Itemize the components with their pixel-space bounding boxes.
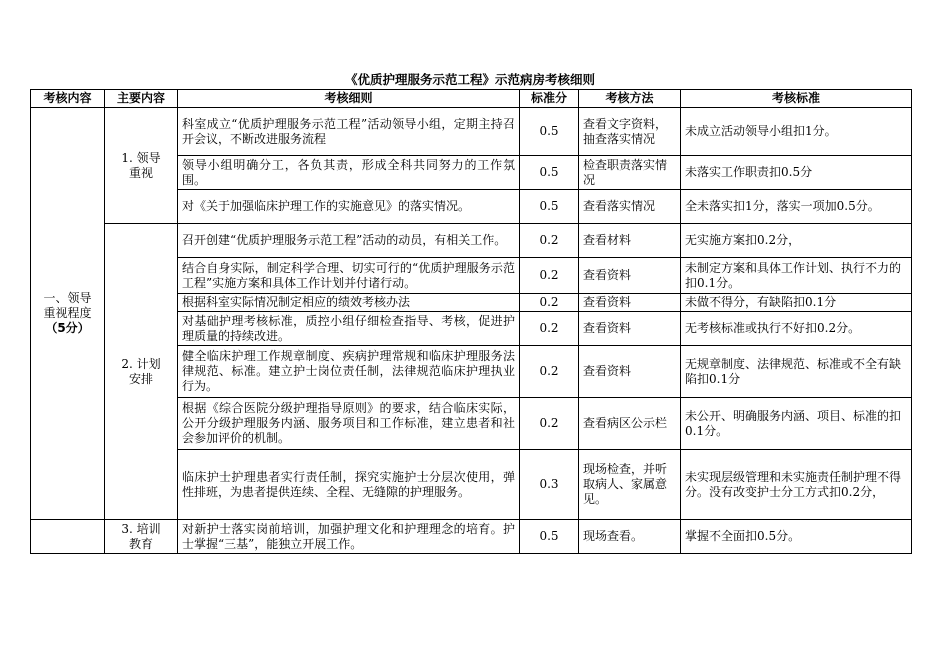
standard-cell: 未实现层级管理和未实施责任制护理不得分。没有改变护士分工方式扣0.2分， — [681, 450, 912, 520]
standard-cell: 无规章制度、法律规范、标准或不全有缺陷扣0.1分 — [681, 346, 912, 398]
document-title: 《优质护理服务示范工程》示范病房考核细则 — [344, 72, 595, 87]
score-cell: 0.5 — [520, 190, 579, 224]
method-cell: 查看文字资料，抽查落实情况 — [579, 108, 681, 156]
detail-cell: 根据《综合医院分级护理指导原则》的要求，结合临床实际，公开分级护理服务内涵、服务项目和工作标准，建立患者和社会参加评价的机制。 — [178, 398, 520, 450]
section-label-line1: 2. 计划 — [121, 356, 161, 371]
header-score: 标准分 — [520, 90, 579, 108]
standard-cell: 未制定方案和具体工作计划、执行不力的扣0.1分。 — [681, 258, 912, 294]
header-main-content: 主要内容 — [105, 90, 178, 108]
section-label-line2: 重视 — [128, 165, 153, 180]
standard-cell: 无实施方案扣0.2分， — [681, 224, 912, 258]
detail-cell: 临床护士护理患者实行责任制，探究实施护士分层次使用，弹性排班，为患者提供连续、全程、无缝隙的护理服务。 — [178, 450, 520, 520]
table-row — [31, 520, 912, 554]
section-cell-planning — [105, 224, 178, 520]
category-label-line1: 一、领导 — [43, 291, 92, 305]
header-category: 考核内容 — [31, 90, 105, 108]
score-cell: 0.2 — [520, 294, 579, 312]
method-cell: 查看资料 — [579, 258, 681, 294]
standard-cell: 未公开、明确服务内涵、项目、标准的扣0.1分。 — [681, 398, 912, 450]
category-label-line2: 重视程度 — [43, 306, 92, 320]
header-method: 考核方法 — [579, 90, 681, 108]
method-cell: 查看资料 — [579, 346, 681, 398]
standard-cell: 未成立活动领导小组扣1分。 — [681, 108, 912, 156]
category-cell — [31, 108, 105, 520]
detail-cell: 对基础护理考核标准，质控小组仔细检查指导、考核，促进护理质量的持续改进。 — [178, 312, 520, 346]
method-cell: 查看资料 — [579, 294, 681, 312]
standard-cell: 未做不得分，有缺陷扣0.1分 — [681, 294, 912, 312]
table-header-row — [31, 90, 912, 108]
section-label-line1: 3. 培训 — [121, 521, 161, 536]
score-cell: 0.3 — [520, 450, 579, 520]
method-cell: 查看材料 — [579, 224, 681, 258]
section-cell-training — [105, 520, 178, 554]
detail-cell: 健全临床护理工作规章制度、疾病护理常规和临床护理服务法律规范、标准。建立护士岗位责任制，法律规范临床护理执业行为。 — [178, 346, 520, 398]
score-cell: 0.2 — [520, 258, 579, 294]
standard-cell: 掌握不全面扣0.5分。 — [681, 520, 912, 554]
section-label-line2: 教育 — [128, 536, 153, 551]
header-standard: 考核标准 — [681, 90, 912, 108]
detail-cell: 结合自身实际，制定科学合理、切实可行的“优质护理服务示范工程”实施方案和具体工作计划并付诸行动。 — [178, 258, 520, 294]
detail-cell: 科室成立“优质护理服务示范工程”活动领导小组，定期主持召开会议，不断改进服务流程 — [178, 108, 520, 156]
detail-cell: 对新护士落实岗前培训，加强护理文化和护理理念的培育。护士掌握“三基”，能独立开展工作。 — [178, 520, 520, 554]
score-cell: 0.5 — [520, 108, 579, 156]
section-label-line1: 1. 领导 — [121, 150, 161, 165]
score-cell: 0.2 — [520, 346, 579, 398]
method-cell: 现场查看。 — [579, 520, 681, 554]
score-cell: 0.2 — [520, 398, 579, 450]
standard-cell: 无考核标准或执行不好扣0.2分。 — [681, 312, 912, 346]
detail-cell: 根据科室实际情况制定相应的绩效考核办法 — [178, 294, 520, 312]
method-cell: 查看病区公示栏 — [579, 398, 681, 450]
score-cell: 0.2 — [520, 312, 579, 346]
method-cell: 现场检查，并听取病人、家属意见。 — [579, 450, 681, 520]
score-cell: 0.2 — [520, 224, 579, 258]
score-cell: 0.5 — [520, 156, 579, 190]
standard-cell: 全未落实扣1分，落实一项加0.5分。 — [681, 190, 912, 224]
section-cell-leadership — [105, 108, 178, 224]
header-detail: 考核细则 — [178, 90, 520, 108]
detail-cell: 领导小组明确分工，各负其责，形成全科共同努力的工作氛围。 — [178, 156, 520, 190]
standard-cell: 未落实工作职责扣0.5分 — [681, 156, 912, 190]
table-row — [31, 108, 912, 156]
method-cell: 查看落实情况 — [579, 190, 681, 224]
category-cell-empty — [31, 520, 105, 554]
category-score-label: （5分） — [45, 321, 90, 335]
detail-cell: 对《关于加强临床护理工作的实施意见》的落实情况。 — [178, 190, 520, 224]
score-cell: 0.5 — [520, 520, 579, 554]
section-label-line2: 安排 — [128, 371, 153, 386]
method-cell: 查看资料 — [579, 312, 681, 346]
assessment-table — [30, 89, 912, 554]
detail-cell: 召开创建“优质护理服务示范工程”活动的动员，有相关工作。 — [178, 224, 520, 258]
method-cell: 检查职责落实情况 — [579, 156, 681, 190]
table-row — [31, 224, 912, 258]
